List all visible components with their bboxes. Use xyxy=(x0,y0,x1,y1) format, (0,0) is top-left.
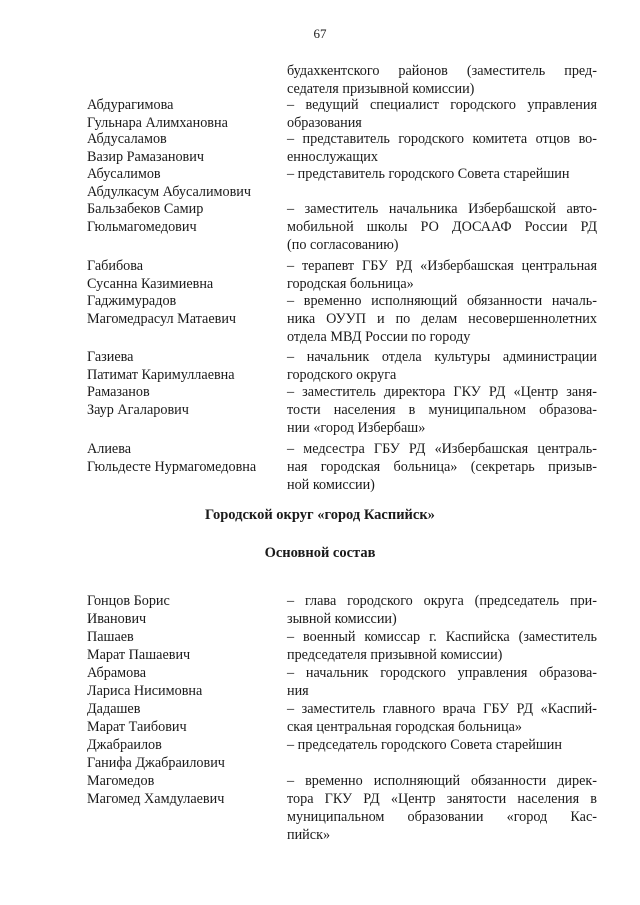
member-role: тора ГКУ РД «Центр занятости населения в xyxy=(287,791,597,807)
member-role: председателя призывной комиссии) xyxy=(287,647,503,663)
member-name: Габибова xyxy=(87,258,144,274)
member-name: Пашаев xyxy=(87,629,134,645)
member-role: отдела МВД России по городу xyxy=(287,329,471,345)
member-name: Газиева xyxy=(87,349,134,365)
member-name: Дадашев xyxy=(87,701,141,717)
member-role: городского округа xyxy=(287,367,397,383)
member-role: пийск» xyxy=(287,827,331,843)
member-name: Абусалимов xyxy=(87,166,161,182)
member-name: Ганифа Джабраилович xyxy=(87,755,225,771)
member-role: ная городская больница» (секретарь призыв- xyxy=(287,459,597,475)
member-name: Вазир Рамазанович xyxy=(87,149,204,165)
member-role: – военный комиссар г. Каспийска (заместитель xyxy=(287,629,597,645)
member-name: Абрамова xyxy=(87,665,147,681)
member-role: – председатель городского Совета старейшин xyxy=(287,737,562,753)
member-name: Абдусаламов xyxy=(87,131,167,147)
member-role: – начальник отдела культуры администрации xyxy=(287,349,597,365)
member-name: Патимат Каримуллаевна xyxy=(87,367,235,383)
member-role: городская больница» xyxy=(287,276,414,292)
member-role: – заместитель начальника Избербашской авто- xyxy=(287,201,597,217)
intro-line: будахкентского районов (заместитель пред- xyxy=(287,63,597,79)
member-name: Иванович xyxy=(87,611,147,627)
member-name: Рамазанов xyxy=(87,384,150,400)
member-name: Абдурагимова xyxy=(87,97,174,113)
member-role: (по согласованию) xyxy=(287,237,399,253)
member-role: – терапевт ГБУ РД «Избербашская центральная xyxy=(287,258,597,274)
member-role: муниципальном образовании «город Кас- xyxy=(287,809,597,825)
member-name: Абдулкасум Абусалимович xyxy=(87,184,252,200)
member-role: ская центральная городская больница» xyxy=(287,719,522,735)
member-role: ния xyxy=(287,683,309,699)
member-name: Гаджимурадов xyxy=(87,293,177,309)
member-role: – медсестра ГБУ РД «Избербашская централь- xyxy=(287,441,597,457)
member-role: – представитель городского комитета отцов во- xyxy=(287,131,597,147)
member-role: ника ОУУП и по делам несовершеннолетних xyxy=(287,311,597,327)
member-name: Алиева xyxy=(87,441,132,457)
member-name: Сусанна Казимиевна xyxy=(87,276,214,292)
member-name: Джабраилов xyxy=(87,737,162,753)
member-role: – глава городского округа (председатель при- xyxy=(287,593,597,609)
intro-line: седателя призывной комиссии) xyxy=(287,81,475,97)
member-role: мобильной школы РО ДОСААФ России РД xyxy=(287,219,597,235)
member-name: Магомед Хамдулаевич xyxy=(87,791,225,807)
member-name: Магомедрасул Матаевич xyxy=(87,311,237,327)
member-name: Бальзабеков Самир xyxy=(87,201,204,217)
composition-heading: Основной состав xyxy=(264,545,376,561)
member-name: Марат Таибович xyxy=(87,719,187,735)
member-role: – заместитель главного врача ГБУ РД «Каспий- xyxy=(287,701,597,717)
member-role: тости населения в муниципальном образова- xyxy=(287,402,597,418)
member-role: – ведущий специалист городского управления xyxy=(287,97,597,113)
member-name: Лариса Нисимовна xyxy=(87,683,203,699)
member-name: Гюльмагомедович xyxy=(87,219,197,235)
member-name: Гюльдесте Нурмагомедовна xyxy=(87,459,257,475)
member-role: образования xyxy=(287,115,362,131)
member-role: нии «город Избербаш» xyxy=(287,420,426,436)
member-name: Гульнара Алимхановна xyxy=(87,115,228,131)
member-role: ной комиссии) xyxy=(287,477,375,493)
member-role: еннослужащих xyxy=(287,149,378,165)
member-role: – начальник городского управления образова- xyxy=(287,665,597,681)
member-name: Магомедов xyxy=(87,773,155,789)
member-name: Гонцов Борис xyxy=(87,593,170,609)
member-role: – представитель городского Совета старейшин xyxy=(287,166,570,182)
page-number: 67 xyxy=(313,26,327,41)
member-name: Заур Агаларович xyxy=(87,402,189,418)
member-name: Марат Пашаевич xyxy=(87,647,191,663)
member-role: – временно исполняющий обязанности началь- xyxy=(287,293,597,309)
member-role: зывной комиссии) xyxy=(287,611,397,627)
member-role: – заместитель директора ГКУ РД «Центр заня- xyxy=(287,384,597,400)
member-role: – временно исполняющий обязанности дирек- xyxy=(287,773,597,789)
district-heading: Городской округ «город Каспийск» xyxy=(205,507,435,523)
